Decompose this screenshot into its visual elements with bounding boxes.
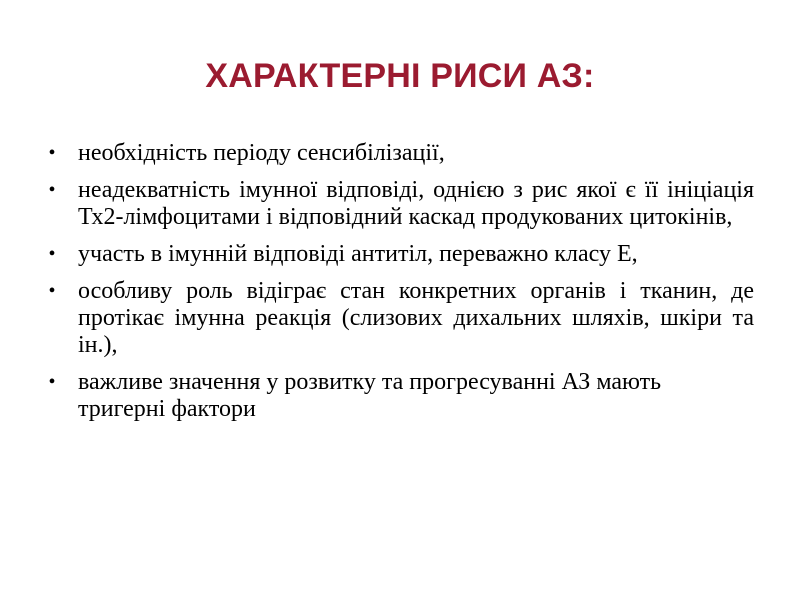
list-item: [42, 140, 754, 167]
bullet-icon: •: [48, 371, 56, 393]
bullet-icon: •: [48, 179, 56, 201]
bullet-icon: •: [48, 142, 56, 164]
bullet-text: необхідність періоду сенсибілізації,: [78, 140, 445, 166]
list-item: [42, 369, 754, 423]
bullet-text: неадекватність імунної відповіді, однією з рис якої є її ініціація Тх2-лімфоцитами і відповідний каскад продукованих цитокінів,: [78, 177, 754, 230]
list-item: [42, 177, 754, 231]
list-item: [42, 278, 754, 359]
bullet-text: участь в імунній відповіді антитіл, переважно класу Е,: [78, 241, 638, 267]
bullet-list: [42, 140, 754, 433]
slide-title: ХАРАКТЕРНІ РИСИ АЗ:: [205, 57, 595, 95]
list-item: [42, 241, 754, 268]
bullet-icon: •: [48, 280, 56, 302]
bullet-text: важливе значення у розвитку та прогресуванні АЗ мають тригерні фактори: [78, 369, 662, 422]
bullet-icon: •: [48, 243, 56, 265]
bullet-text: особливу роль відіграє стан конкретних органів і тканин, де протікає імунна реакція (слизових дихальних шляхів, шкіри та ін.),: [78, 278, 754, 358]
